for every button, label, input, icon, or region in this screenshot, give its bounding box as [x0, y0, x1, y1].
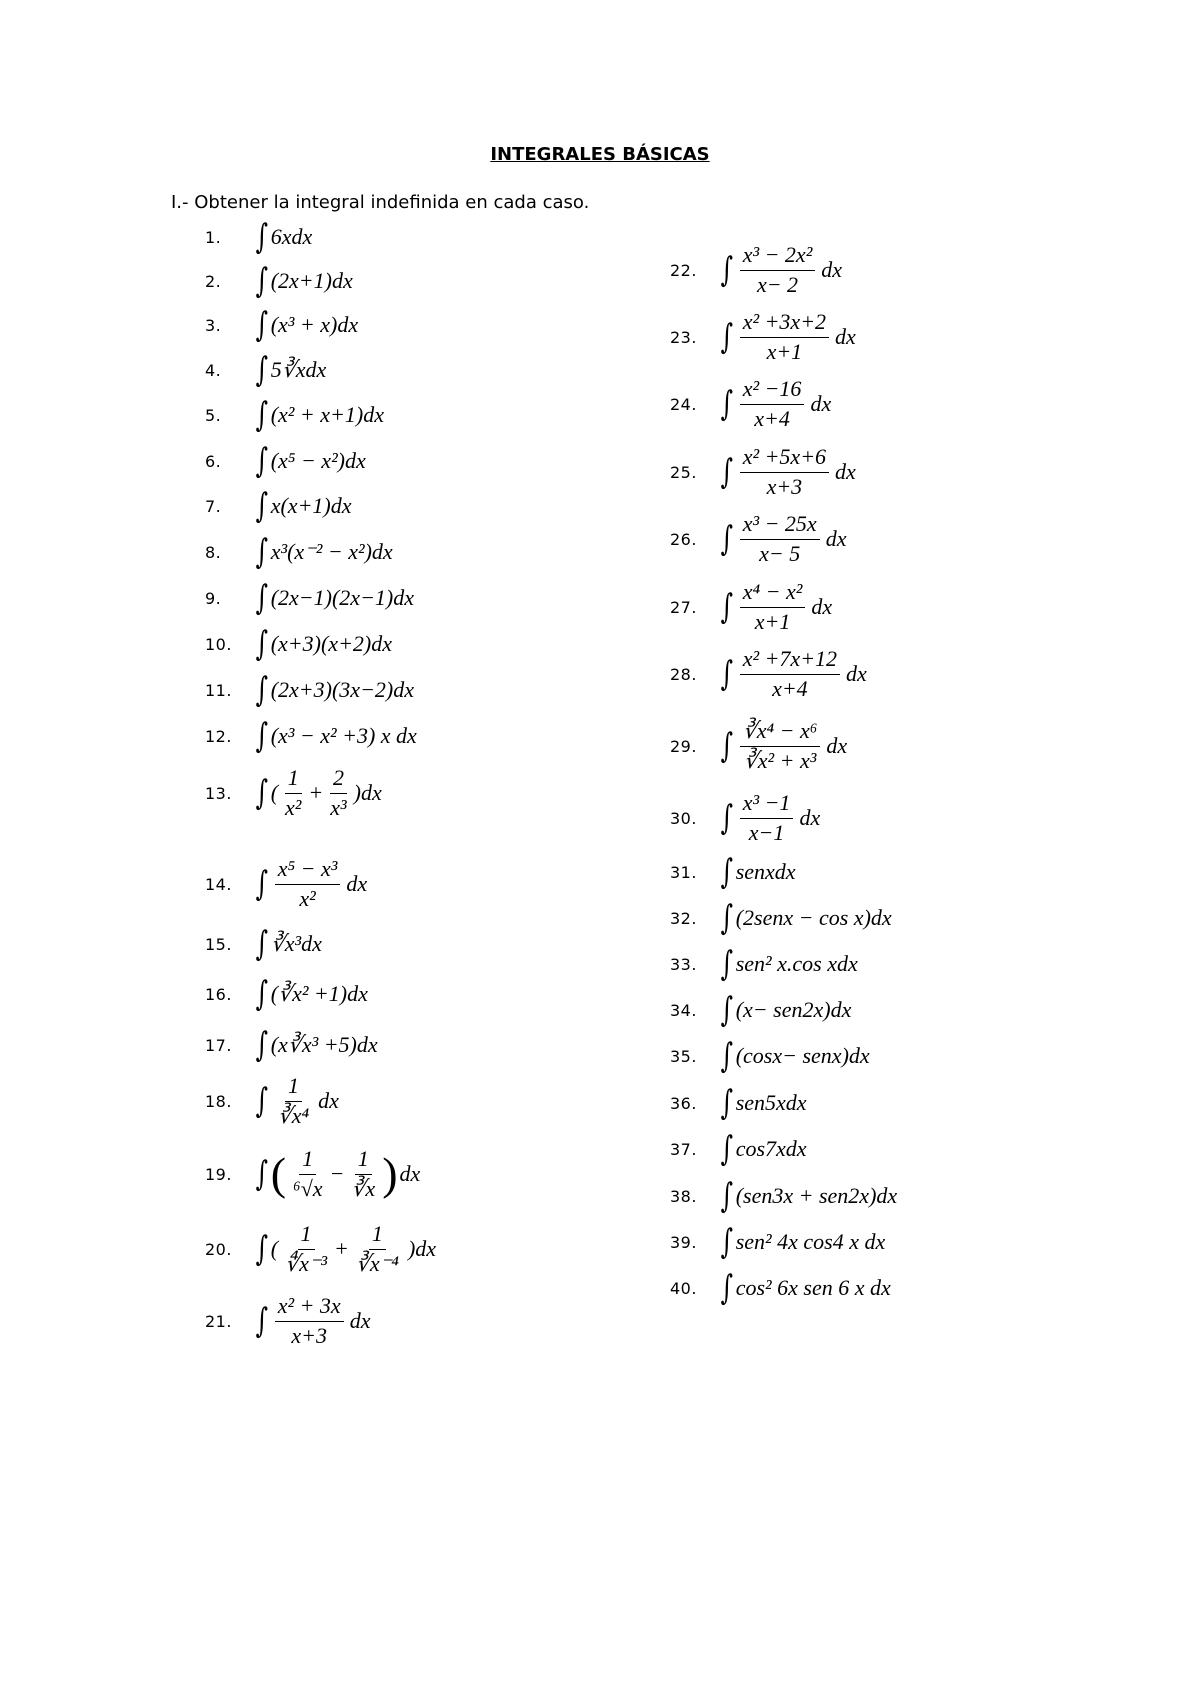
- differential: dx: [846, 661, 867, 686]
- exercise-expression: ∛x³dx: [270, 931, 322, 956]
- exercise-expression: (x⁵ − x²)dx: [270, 448, 366, 473]
- integral-sign: ∫: [720, 587, 734, 627]
- integral-sign: ∫: [255, 532, 269, 572]
- denominator: x+1: [766, 338, 803, 364]
- numerator: 1: [369, 1222, 386, 1249]
- exercise-number: 7.: [205, 496, 222, 516]
- differential: dx: [810, 391, 832, 416]
- integral-sign: ∫: [255, 1154, 269, 1194]
- exercise-number: 18.: [205, 1091, 232, 1111]
- integral-sign: ∫: [255, 624, 269, 664]
- exercise-number: 16.: [205, 984, 232, 1004]
- exercise-number: 23.: [670, 327, 697, 347]
- exercise-number: 10.: [205, 634, 232, 654]
- integral-sign: ∫: [255, 864, 269, 904]
- numerator: x² + 3x: [275, 1294, 344, 1321]
- fraction: [282, 1222, 330, 1275]
- exercise-expression: (x+3)(x+2)dx: [270, 631, 393, 656]
- exercise-item: 13. ∫ ( $\frac{1}{\text{x²}}$ + $\frac{2}{\text{x³}}$ )dx: [205, 765, 382, 820]
- exercise-expression: (2senx − cos x)dx: [735, 905, 892, 930]
- differential: dx: [799, 805, 821, 830]
- numerator: x² −16: [740, 377, 805, 404]
- exercise-item: 20. ∫ ( $\frac{1}{\text{∜x⁻³}}$ + $\frac{1}{\text{∛x⁻⁴}}$ )dx: [205, 1221, 437, 1276]
- exercise-number: 30.: [670, 808, 697, 828]
- denominator: x− 5: [759, 540, 801, 566]
- denominator: x+3: [766, 473, 803, 499]
- exercise-number: 27.: [670, 597, 697, 617]
- fraction: [348, 1147, 378, 1200]
- fraction: [740, 512, 820, 565]
- denominator: x−1: [748, 819, 785, 845]
- fraction: [282, 766, 304, 819]
- fraction: [275, 1074, 312, 1127]
- exercise-number: 31.: [670, 862, 697, 882]
- exercise-number: 20.: [205, 1239, 232, 1259]
- exercise-number: 26.: [670, 529, 697, 549]
- exercise-expression: 6xdx: [270, 224, 313, 249]
- exercise-expression: (x∛x³ +5)dx: [270, 1032, 378, 1057]
- fraction: [740, 791, 794, 844]
- exercise-expression: (2x+3)(3x−2)dx: [270, 677, 415, 702]
- integral-sign: ∫: [720, 250, 734, 290]
- differential: dx: [399, 1161, 421, 1186]
- integral-sign: ∫: [720, 798, 734, 838]
- exercise-number: 1.: [205, 227, 222, 247]
- exercise-expression: x³(x⁻² − x²)dx: [270, 539, 393, 564]
- exercise-number: 2.: [205, 271, 222, 291]
- exercise-item: [205, 1072, 339, 1130]
- exercise-number: 6.: [205, 451, 222, 471]
- exercise-number: 40.: [670, 1278, 697, 1298]
- exercise-expression: 5∛xdx: [270, 357, 327, 382]
- integral-sign: ∫: [255, 773, 269, 813]
- numerator: x³ − 25x: [740, 512, 820, 539]
- exercise-number: 13.: [205, 783, 232, 803]
- exercise-item: [205, 350, 326, 390]
- exercise-item: [205, 486, 352, 526]
- exercise-expression: (2x+1)dx: [270, 268, 353, 293]
- exercise-number: 32.: [670, 908, 697, 928]
- exercise-expression: x(x+1)dx: [270, 493, 352, 518]
- instruction-text: I.- Obtener la integral indefinida en cada caso.: [171, 192, 590, 213]
- exercise-item: [670, 578, 832, 636]
- exercise-item: [205, 1025, 378, 1065]
- fraction: [740, 377, 805, 430]
- differential: dx: [318, 1088, 339, 1113]
- numerator: 1: [355, 1147, 372, 1174]
- denominator: x²: [285, 794, 302, 820]
- fraction: [353, 1222, 402, 1275]
- exercise-item: [670, 645, 867, 703]
- integral-sign: ∫: [255, 578, 269, 618]
- numerator: 1: [299, 1147, 316, 1174]
- denominator: ∛x² + x³: [743, 747, 817, 773]
- exercise-number: 38.: [670, 1186, 697, 1206]
- numerator: x² +7x+12: [740, 647, 840, 674]
- exercise-item: [670, 1036, 870, 1076]
- numerator: ∛x⁴ − x⁶: [740, 719, 821, 746]
- fraction: [740, 580, 806, 633]
- exercise-number: 37.: [670, 1139, 697, 1159]
- differential: dx: [835, 324, 856, 349]
- exercise-item: [670, 510, 846, 568]
- page-title: INTEGRALES BÁSICAS: [490, 144, 710, 165]
- exercise-expression: (2x−1)(2x−1)dx: [270, 585, 415, 610]
- differential: dx: [811, 594, 833, 619]
- exercise-number: 5.: [205, 405, 222, 425]
- exercise-item: [670, 241, 842, 299]
- integral-sign: ∫: [720, 1036, 734, 1076]
- fraction: [275, 857, 341, 910]
- differential: dx: [346, 871, 368, 896]
- integral-sign: ∫: [255, 395, 269, 435]
- exercise-number: 21.: [205, 1311, 232, 1331]
- exercise-item: [670, 789, 820, 847]
- exercise-item: [205, 924, 322, 964]
- integral-sign: ∫: [720, 1222, 734, 1262]
- exercise-expression: (x² + x+1)dx: [270, 402, 384, 427]
- exercise-expression: (x³ − x² +3) x dx: [270, 723, 417, 748]
- integral-sign: ∫: [720, 898, 734, 938]
- exercise-expression: (x− sen2x)dx: [735, 997, 852, 1022]
- exercise-number: 11.: [205, 680, 232, 700]
- integral-sign: ∫: [720, 944, 734, 984]
- exercise-expression: (cosx− senx)dx: [735, 1043, 870, 1068]
- integral-sign: ∫: [255, 486, 269, 526]
- exercise-number: 15.: [205, 934, 232, 954]
- exercise-number: 14.: [205, 874, 232, 894]
- integral-sign: ∫: [720, 990, 734, 1030]
- fraction: [327, 766, 349, 819]
- exercise-item: [205, 974, 368, 1014]
- denominator: ∛x: [351, 1175, 376, 1201]
- integral-sign: ∫: [255, 1301, 269, 1341]
- numerator: 1: [285, 766, 302, 793]
- differential: dx: [349, 1308, 371, 1333]
- exercise-item: [670, 1176, 897, 1216]
- denominator: ∛x⁻⁴: [355, 1250, 399, 1276]
- integral-sign: ∫: [255, 261, 269, 301]
- exercise-item: [205, 441, 366, 481]
- differential: dx: [835, 459, 856, 484]
- exercise-expression: sen² 4x cos4 x dx: [735, 1229, 886, 1254]
- integral-sign: ∫: [720, 519, 734, 559]
- integral-sign: ∫: [720, 317, 734, 357]
- exercise-item: [205, 716, 417, 756]
- exercise-item: [205, 1292, 370, 1350]
- integral-sign: ∫: [255, 305, 269, 345]
- integral-sign: ∫: [255, 1229, 269, 1269]
- exercise-item: [205, 305, 358, 345]
- exercise-item: [670, 898, 892, 938]
- exercise-number: 36.: [670, 1093, 697, 1113]
- exercise-number: 29.: [670, 736, 697, 756]
- numerator: x² +5x+6: [740, 445, 829, 472]
- exercise-item: [670, 1129, 807, 1169]
- exercise-item: 19. ∫ ( $\frac{1}{\text{⁶√x}}$ − $\frac{1}{∛x}$ ) dx: [205, 1146, 421, 1201]
- integral-sign: ∫: [720, 654, 734, 694]
- exercise-number: 35.: [670, 1046, 697, 1066]
- numerator: x³ − 2x²: [740, 243, 816, 270]
- differential: )dx: [407, 1236, 437, 1261]
- exercise-item: [205, 670, 414, 710]
- fraction: [275, 1294, 344, 1347]
- fraction: [740, 310, 829, 363]
- exercise-expression: (x³ + x)dx: [270, 312, 359, 337]
- integral-sign: ∫: [255, 350, 269, 390]
- exercise-number: 8.: [205, 542, 222, 562]
- denominator: x³: [330, 794, 347, 820]
- exercise-item: [205, 532, 393, 572]
- exercise-number: 25.: [670, 462, 697, 482]
- fraction: [290, 1147, 326, 1200]
- exercise-item: [670, 1268, 891, 1308]
- exercise-number: 9.: [205, 588, 222, 608]
- exercise-expression: cos² 6x sen 6 x dx: [735, 1275, 891, 1300]
- fraction: [740, 647, 840, 700]
- exercise-expression: (∛x² +1)dx: [270, 981, 368, 1006]
- exercise-item: [205, 578, 414, 618]
- exercise-number: 19.: [205, 1164, 232, 1184]
- exercise-item: [670, 716, 847, 776]
- exercise-number: 33.: [670, 954, 697, 974]
- integral-sign: ∫: [255, 974, 269, 1014]
- denominator: x+3: [291, 1322, 328, 1348]
- numerator: x² +3x+2: [740, 310, 829, 337]
- denominator: x+4: [772, 675, 808, 701]
- denominator: ⁶√x: [293, 1175, 323, 1201]
- exercise-expression: senxdx: [735, 859, 796, 884]
- integral-sign: ∫: [255, 441, 269, 481]
- exercise-item: [670, 1083, 807, 1123]
- numerator: x⁴ − x²: [740, 580, 806, 607]
- exercise-expression: (sen3x + sen2x)dx: [735, 1183, 898, 1208]
- integral-sign: ∫: [255, 1025, 269, 1065]
- numerator: x⁵ − x³: [275, 857, 341, 884]
- integral-sign: ∫: [255, 1081, 269, 1121]
- exercise-item: [205, 395, 384, 435]
- numerator: x³ −1: [740, 791, 794, 818]
- exercise-item: [670, 944, 858, 984]
- denominator: x− 2: [756, 271, 799, 297]
- exercise-item: [205, 624, 392, 664]
- integral-sign: ∫: [255, 924, 269, 964]
- fraction: [740, 243, 816, 296]
- exercise-number: 12.: [205, 726, 232, 746]
- exercise-item: [670, 852, 796, 892]
- denominator: x+1: [754, 608, 791, 634]
- integral-sign: ∫: [720, 1176, 734, 1216]
- numerator: 1: [285, 1074, 302, 1101]
- exercise-expression: cos7xdx: [735, 1136, 807, 1161]
- integral-sign: ∫: [255, 217, 269, 257]
- numerator: 1: [298, 1222, 315, 1249]
- fraction: [740, 445, 829, 498]
- integral-sign: ∫: [720, 726, 734, 766]
- exercise-number: 39.: [670, 1232, 697, 1252]
- exercise-item: [205, 856, 367, 912]
- fraction: [740, 719, 821, 772]
- exercise-item: [670, 375, 831, 433]
- exercise-item: [670, 1222, 885, 1262]
- denominator: ∜x⁻³: [285, 1250, 328, 1276]
- integral-sign: ∫: [720, 852, 734, 892]
- exercise-number: 17.: [205, 1035, 232, 1055]
- exercise-number: 4.: [205, 360, 222, 380]
- exercise-number: 28.: [670, 664, 697, 684]
- integral-sign: ∫: [720, 1083, 734, 1123]
- exercise-expression: sen5xdx: [735, 1090, 807, 1115]
- numerator: 2: [330, 766, 347, 793]
- exercise-item: [205, 217, 312, 257]
- differential: dx: [821, 257, 843, 282]
- differential: dx: [826, 733, 848, 758]
- exercise-item: [670, 443, 856, 501]
- exercise-number: 22.: [670, 260, 697, 280]
- integral-sign: ∫: [720, 1129, 734, 1169]
- denominator: x+4: [754, 405, 790, 431]
- denominator: ∛x⁴: [277, 1102, 310, 1128]
- exercise-number: 34.: [670, 1000, 697, 1020]
- integral-sign: ∫: [255, 670, 269, 710]
- exercise-item: [670, 308, 856, 366]
- integral-sign: ∫: [255, 716, 269, 756]
- exercise-item: [670, 990, 851, 1030]
- exercise-expression: sen² x.cos xdx: [735, 951, 858, 976]
- denominator: x²: [299, 885, 316, 911]
- integral-sign: ∫: [720, 384, 734, 424]
- exercise-number: 24.: [670, 394, 697, 414]
- exercise-item: [205, 261, 353, 301]
- integral-sign: ∫: [720, 1268, 734, 1308]
- differential: dx: [825, 526, 847, 551]
- integral-sign: ∫: [720, 452, 734, 492]
- exercise-number: 3.: [205, 315, 222, 335]
